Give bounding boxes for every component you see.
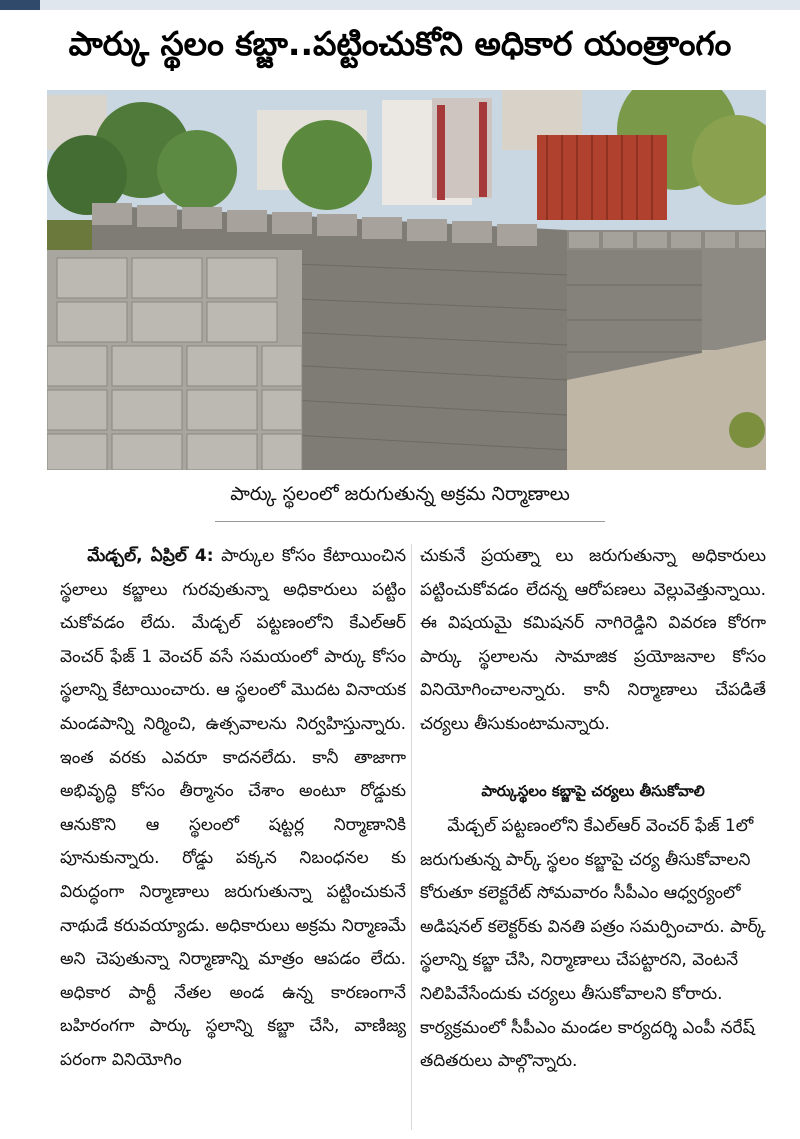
photo-caption: పార్కు స్థలంలో జరుగుతున్న అక్రమ నిర్మాణాలు [230, 482, 570, 505]
article-subheading: పార్కుస్థలం కబ్జాపై చర్యలు తీసుకోవాలి [481, 782, 705, 800]
dateline: మేడ్చల్, ఏప్రిల్ 4: [87, 546, 214, 566]
top-color-strip [0, 0, 800, 10]
construction-photo-icon [47, 90, 766, 470]
article-right-column-top [420, 540, 766, 776]
caption-divider [215, 521, 605, 522]
article-left-column [60, 540, 406, 1130]
right-column-body-2: మేడ్చల్ పట్టణంలోని కేఎల్‌ఆర్ వెంచర్ ఫేజ్ 1లో జరుగుతున్న పార్క్ స్థలం కబ్జాపై చర్య తీసుకోవాలని కోరుతూ కలెక్టరేట్ సోమవారం సీపీఎం ఆధ్వర్యంలో అడిషనల్ కలెక్టర్‌కు వినతి పత్రం సమర్పించారు. పార్క్ స్థలాన్ని కబ్జా చేసి, నిర్మాణాలు చేపట్టారని, వెంటనే నిలిపివేసేందుకు చర్యలు తీసుకోవాలని కోరారు. కార్యక్రమంలో సీపీఎం మండల కార్యదర్శి ఎంపీ నరేష్ తదితరులు పాల్గొన్నారు. [420, 816, 766, 1072]
right-column-body-1: చుకునే ప్రయత్నా లు జరుగుతున్నా అధికారులు పట్టించుకోవడం లేదన్న ఆరోపణలు వెల్లువెత్తున్నాయి. ఈ విషయమై కమిషనర్ నాగిరెడ్డిని వివరణ కోరగా పార్కు స్థలాలను సామాజిక ప్రయోజనాల కోసం వినియోగించాలన్నారు. కానీ నిర్మాణాలు చేపడితే చర్యలు తీసుకుంటామన్నారు. [420, 546, 766, 734]
article-right-column-bottom [420, 810, 766, 1134]
left-column-body: పార్కుల కోసం కేటాయించిన స్థలాలు కబ్జాలు గురవుతున్నా అధికారులు పట్టిం చుకోవడం లేదు. మేడ్చల్ పట్టణంలోని కేఎల్‌ఆర్ వెంచర్ ఫేజ్ 1 వెంచర్ వసే సమయంలో పార్కు కోసం స్థలాన్ని కేటాయించారు. ఆ స్థలంలో మొదట వినాయక మండపాన్ని నిర్మించి, ఉత్సవాలను నిర్వహిస్తున్నారు. ఇంత వరకు ఎవరూ కాదనలేదు. కానీ తాజాగా అభివృద్ధి కోసం తీర్మానం చేశాం అంటూ రోడ్డుకు ఆనుకొని ఆ స్థలంలో షట్టర్ల నిర్మాణానికి పూనుకున్నారు. రోడ్డు పక్కన నిబంధనల కు విరుద్ధంగా నిర్మాణాలు జరుగుతున్నా పట్టించుకునే నాథుడే కరువయ్యాడు. అధికారులు అక్రమ నిర్మాణమే అని చెపుతున్నా నిర్మాణాన్ని మాత్రం ఆపడం లేదు. అధికార పార్టీ నేతల అండ ఉన్న కారణంగానే బహిరంగగా పార్కు స్థలాన్ని కబ్జా చేసి, వాణిజ్య పరంగా వినియోగిం [60, 546, 406, 1070]
article-headline: పార్కు స్థలం కబ్జా..పట్టించుకోని అధికార యంత్రాంగం [68, 23, 732, 63]
column-divider [411, 544, 412, 1130]
article-photo [47, 90, 766, 470]
